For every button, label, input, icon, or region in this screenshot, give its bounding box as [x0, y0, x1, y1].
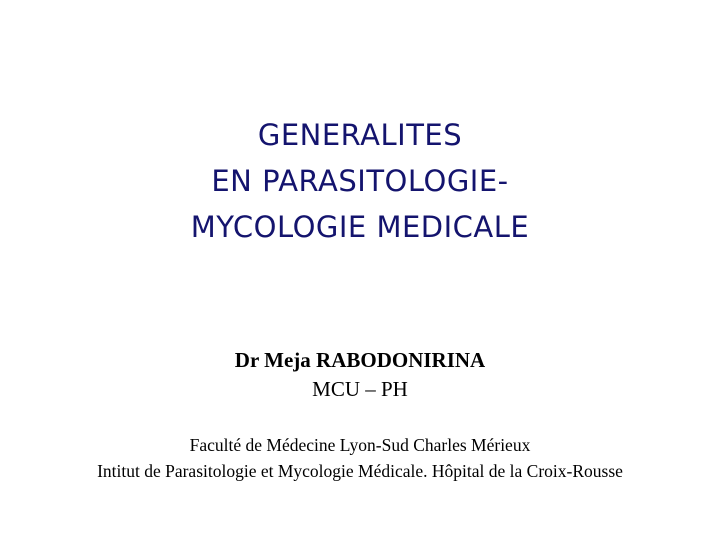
author-block: [0, 345, 720, 403]
author-name: Dr Meja RABODONIRINA: [234, 348, 486, 372]
title-line-2: EN PARASITOLOGIE-: [211, 164, 509, 198]
author-role: MCU – PH: [312, 377, 408, 401]
affiliation-line-2: Intitut de Parasitologie et Mycologie Médicale. Hôpital de la Croix-Rousse: [97, 461, 623, 481]
slide-title: [0, 112, 720, 250]
affiliation-block: [0, 432, 720, 484]
title-line-3: MYCOLOGIE MEDICALE: [190, 210, 530, 244]
title-line-1: GENERALITES: [257, 118, 463, 152]
affiliation-line-1: Faculté de Médecine Lyon-Sud Charles Mérieux: [189, 435, 531, 455]
